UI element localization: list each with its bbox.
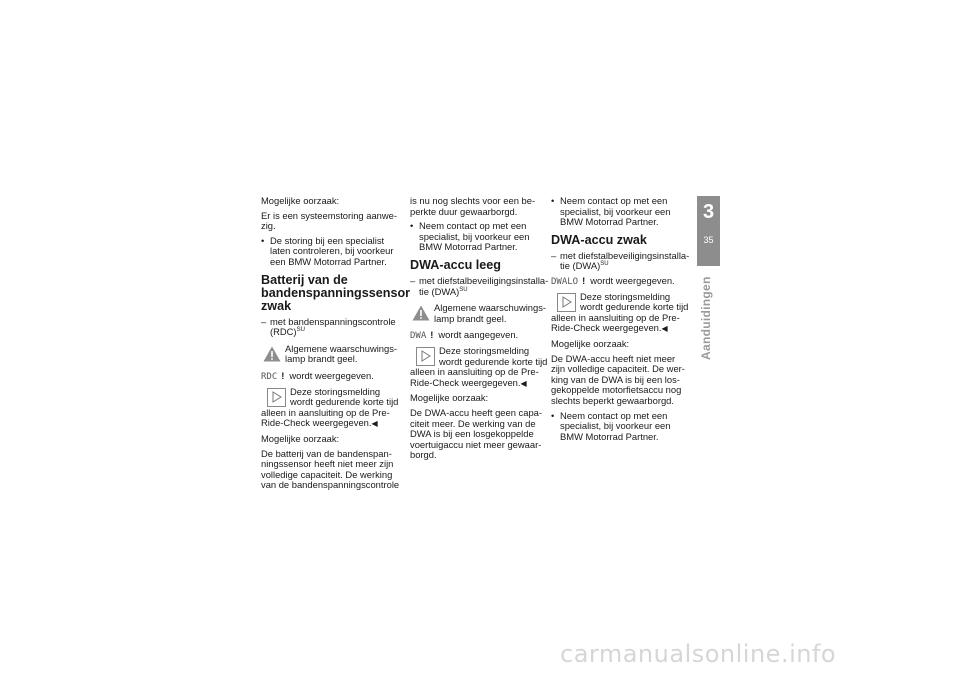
column-2 <box>410 196 550 465</box>
column-3 <box>551 196 691 446</box>
note-play-icon <box>267 388 286 407</box>
warning-text: Algemene waarschuwings-lamp brandt geel. <box>285 342 398 365</box>
note-play-icon <box>416 347 435 366</box>
note-block <box>551 292 691 335</box>
display-code: DWA <box>410 331 427 342</box>
warning-notice <box>261 344 401 365</box>
list-item: • Neem contact op met een specialist, bij voorkeur een BMW Motorrad Partner. <box>410 221 550 253</box>
note-text: Deze storingsmelding wordt gedurende korte tijd alleen in aansluiting op de Pre-Ride-Check weergegeven. <box>261 385 399 429</box>
cause-text: De batterij van de bandenspan-ningssensor heeft niet meer zijn volledige capaciteit. De werking van de bandenspanningscontrole <box>261 447 400 491</box>
cause-text: De DWA-accu heeft niet meer zijn volledige capaciteit. De wer-king van de DWA is bij een los-gekoppelde motorfietsaccu nog slechts beperkt gewaarborgd. <box>551 352 685 406</box>
chapter-number: 3 <box>702 201 715 223</box>
superscript-su: SU <box>600 261 609 268</box>
end-mark: ◀ <box>371 419 378 429</box>
cause-text: De DWA-accu heeft geen capa-citeit meer. De werking van de DWA is bij een losgekoppelde voertuigaccu niet meer gewaar-borgd. <box>410 406 543 461</box>
display-message: DWALO ! wordt weergegeven. <box>551 274 675 287</box>
watermark: carmanualsonline.info <box>560 640 837 668</box>
cause-label: Mogelijke oorzaak: <box>410 392 489 404</box>
warning-triangle-icon <box>412 305 430 321</box>
cause-label: Mogelijke oorzaak: <box>261 195 340 206</box>
exclamation-mark: ! <box>430 329 434 341</box>
note-block <box>261 387 401 430</box>
exclamation-mark: ! <box>281 369 285 381</box>
column-1 <box>261 195 411 495</box>
page-number: 35 <box>703 235 714 245</box>
exclamation-mark: ! <box>582 274 586 286</box>
warning-text: Algemene waarschuwings-lamp brandt geel. <box>434 302 547 324</box>
note-play-icon <box>557 293 576 312</box>
cause-label: Mogelijke oorzaak: <box>551 337 630 349</box>
chapter-title: Aanduidingen <box>699 276 713 360</box>
display-message: DWA ! wordt aangegeven. <box>410 329 519 342</box>
note-text: Deze storingsmelding wordt gedurende korte tijd alleen in aansluiting op de Pre-Ride-Check weergegeven. <box>551 290 689 334</box>
note-text: Deze storingsmelding wordt gedurende korte tijd alleen in aansluiting op de Pre-Ride-Check weergegeven. <box>410 344 548 388</box>
end-mark: ◀ <box>520 378 527 388</box>
display-message: RDC ! wordt weergegeven. <box>261 369 374 382</box>
warning-notice <box>410 303 550 324</box>
superscript-su: SU <box>459 286 468 293</box>
list-item: • Neem contact op met een specialist, bij voorkeur een BMW Motorrad Partner. <box>551 196 691 228</box>
display-code: DWALO <box>551 276 579 287</box>
cause-text: Er is een systeemstoring aanwe-zig. <box>261 209 397 232</box>
list-item: • Neem contact op met een specialist, bij voorkeur een BMW Motorrad Partner. <box>551 411 691 443</box>
list-item: • De storing bij een specialist laten controleren, bij voorkeur een BMW Motorrad Partner. <box>261 236 401 268</box>
section-heading: DWA-accu zwak <box>551 232 647 247</box>
chapter-tab <box>697 196 720 266</box>
warning-triangle-icon <box>263 346 281 362</box>
equipment-note: – met diefstalbeveiligingsinstalla-tie (DWA)$^{SU}$ <box>551 251 691 272</box>
continued-text: is nu nog slechts voor een be-perkte duur gewaarborgd. <box>410 195 536 217</box>
equipment-note: – met bandenspanningscontrole (RDC)$^{SU}$ <box>261 317 401 338</box>
cause-label: Mogelijke oorzaak: <box>261 432 340 444</box>
display-code: RDC <box>261 371 278 382</box>
note-block <box>410 346 550 389</box>
end-mark: ◀ <box>661 324 668 334</box>
equipment-note: – met diefstalbeveiligingsinstalla-tie (DWA)$^{SU}$ <box>410 276 550 297</box>
section-heading: DWA-accu leeg <box>410 257 501 272</box>
section-heading: Batterij van de bandenspanningssensor zwak <box>261 272 411 313</box>
superscript-su: SU <box>296 327 305 334</box>
